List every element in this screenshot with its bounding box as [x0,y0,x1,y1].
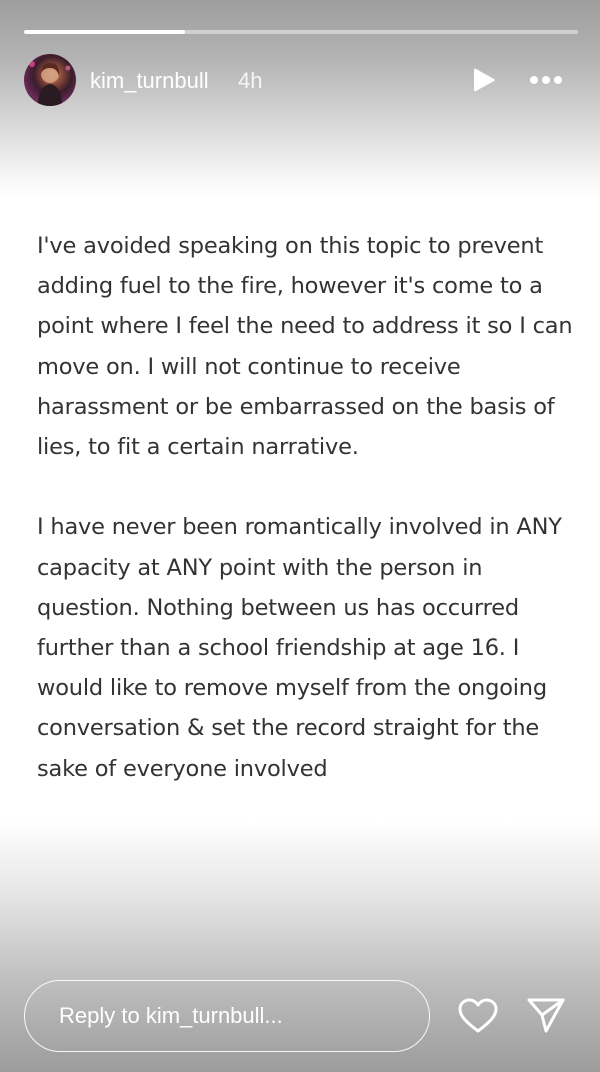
story-progress-fill [24,30,185,34]
profile-photo-icon [24,54,76,106]
more-options-icon[interactable] [526,66,566,94]
reply-input[interactable] [57,981,421,1051]
play-icon[interactable] [472,66,498,94]
reply-field[interactable] [24,980,430,1052]
story-text [37,226,577,789]
send-icon[interactable] [526,996,566,1034]
username-link[interactable]: kim_turnbull [90,68,209,93]
avatar[interactable] [24,54,76,106]
story-paragraph-1: I've avoided speaking on this topic to prevent adding fuel to the fire, however it's come to a point where I feel the need to address it so I can move on. I will not continue to receive harassment or be embarrassed on the basis of lies, to fit a certain narrative. [37,233,573,461]
story-timestamp: 4h [238,68,263,93]
heart-icon[interactable] [458,998,498,1034]
story-paragraph-2: I have never been romantically involved in ANY capacity at ANY point with the person in question. Nothing between us has occurred further than a school friendship at age 16. I would like to remove myself from the ongoing conversation & set the record straight for the sake of everyone involved [37,514,562,782]
story-header [24,54,578,108]
story-progress-bar [24,30,578,34]
